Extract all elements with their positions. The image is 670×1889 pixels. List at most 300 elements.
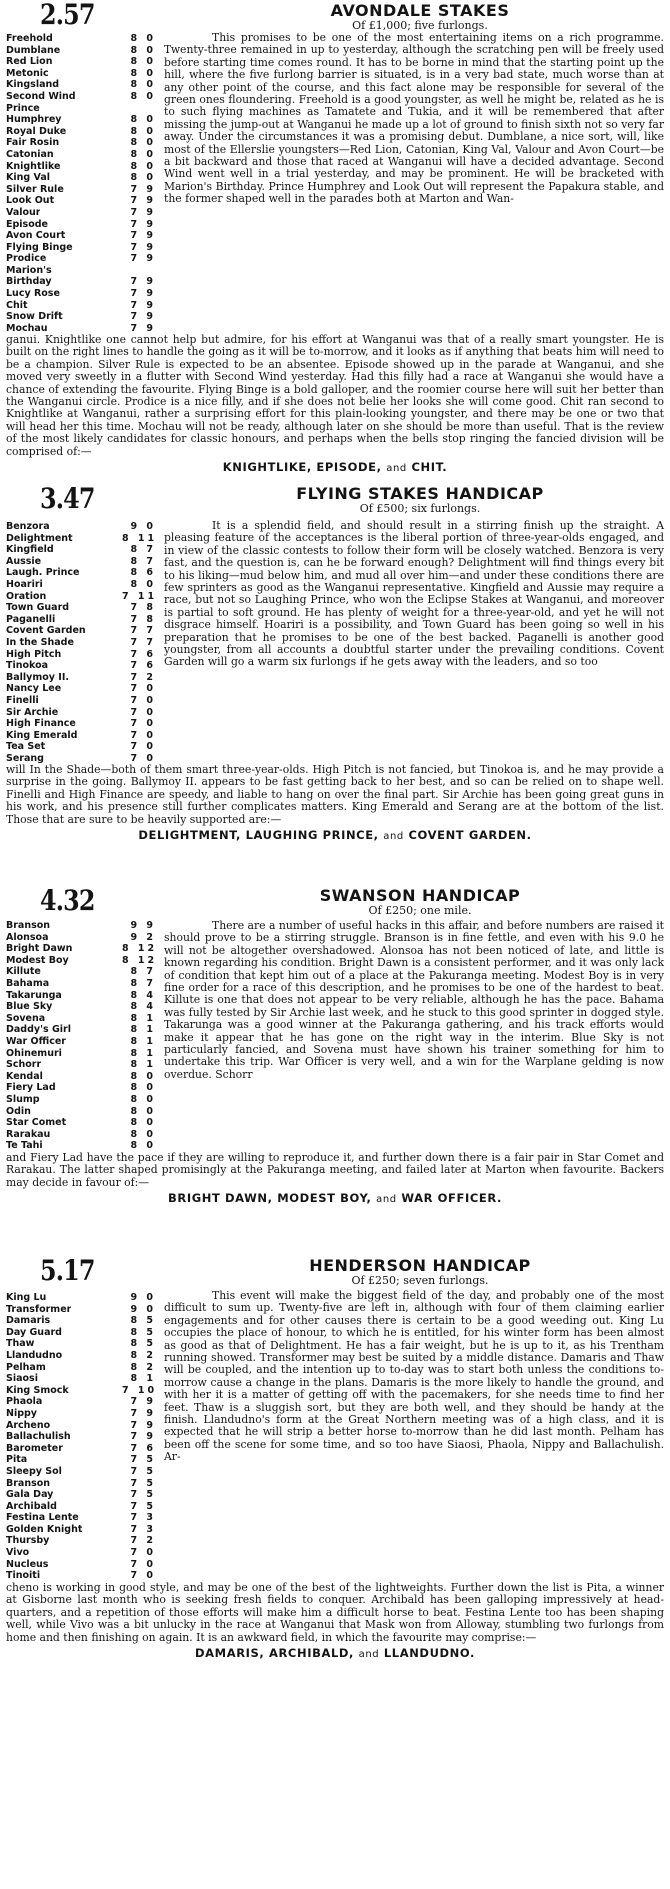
horse-name: Slump [6,1093,40,1105]
horse-weight: 7 9 [130,322,156,334]
horse-weight: 8 0 [130,90,156,102]
horse-entry [6,683,156,695]
horse-weight: 7 0 [130,706,156,718]
horse-weight: 8 0 [130,79,156,91]
horse-name: Avon Court [6,230,66,242]
horse-name: Silver Rule [6,183,64,195]
horse-weight: 7 6 [130,660,156,672]
horse-name: King Lu [6,1292,47,1303]
horse-entry [6,68,156,80]
race-title: HENDERSON HANDICAP [309,1256,531,1275]
horse-name: Bahama [6,977,50,989]
horse-name: War Officer [6,1035,66,1047]
horse-entry [6,1304,156,1316]
horse-weight: 8 11 [122,532,158,544]
horse-entry [6,1408,156,1420]
horse-name: Te Tahi [6,1140,43,1152]
horse-name: Ballymoy II. [6,671,69,683]
horse-weight: 7 5 [130,1465,156,1477]
horse-entry [6,1524,156,1536]
horse-entry [6,1478,156,1490]
race-selection [0,460,670,474]
horse-name: Daddy's Girl [6,1024,71,1036]
horse-entry [6,533,156,545]
horse-entry [6,265,156,277]
horse-name: Dumblane [6,44,61,56]
horse-weight: 7 9 [130,183,156,195]
horse-weight: 7 9 [130,1419,156,1431]
horse-name: Pelham [6,1361,46,1373]
race-title: AVONDALE STAKES [330,1,510,20]
race-subtitle: Of £500; six furlongs. [359,502,481,515]
race-commentary: This promises to be one of the most entertaining items on a rich programme. Twenty-three remained in up to yesterday, although the scratching pen will be freely used before starting time comes round. It has to be borne in mind that the starting point up the hill, where the five furlong barrier is situated, is in a very bad state, much worse than at any other point of the course, and this fact alone may be responsible for several of the green ones floundering. Freehold is a good youngster, as well he might be, related as he is to such flying machines as Tamatete and Tukia, and it will be remembered that after missing the jump-out at Wanganui he made up a lot of ground to finish sixth not so very far away. Under the circumstances it was a promising debut. Dumblane, a nice sort, will, like most of the Ellerslie youngsters—Red Lion, Catonian, King Val, Valour and Avon Court—be a bit backward and those that raced at Wanganui will have a decided advantage. Second Wind went well in a trial yesterday, and may be prominent. He will be bracketed with Marion's Birthday. Prince Humphrey and Look Out will represent the Papakura stable, and the former shaped well in the parades both at Marton and Wan- [164,31,664,206]
horse-entry [6,253,156,265]
horse-name: Prince [6,102,40,114]
horse-entry [6,602,156,614]
horse-entry [6,195,156,207]
horse-name: Killute [6,966,41,978]
horse-entry [6,1489,156,1501]
horse-entry [6,137,156,149]
horse-name: Schorr [6,1059,42,1071]
horse-entry [6,1512,156,1524]
horse-weight: 8 0 [130,578,156,590]
horse-entry [6,91,156,103]
horse-name: Birthday [6,276,52,288]
horse-weight: 7 3 [130,1523,156,1535]
horse-weight: 8 0 [130,1140,156,1152]
horse-entry [6,614,156,626]
horse-weight: 8 6 [130,567,156,579]
horse-entry [6,625,156,637]
horse-weight: 7 9 [130,288,156,300]
horse-entry [6,1082,156,1094]
horse-weight: 7 0 [130,729,156,741]
race-subtitle: Of £250; one mile. [368,904,472,917]
race-time: 3.47 [40,482,95,515]
horse-entry [6,300,156,312]
horse-entry [6,172,156,184]
horse-name: In the Shade [6,636,74,648]
horse-weight: 8 7 [130,966,156,978]
horse-entry [6,1420,156,1432]
horse-name: Valour [6,206,41,218]
horse-list [6,920,156,1152]
horse-name: Tinoiti [6,1570,41,1582]
horse-entry [6,556,156,568]
horse-weight: 7 7 [130,625,156,637]
horse-name: Ballachulish [6,1431,71,1443]
horse-entry [6,1535,156,1547]
selection-and: and [383,831,404,842]
horse-name: Snow Drift [6,311,63,323]
selection-picks: BRIGHT DAWN, MODEST BOY, [168,1191,372,1205]
horse-weight: 8 1 [130,1024,156,1036]
horse-entry [6,1396,156,1408]
race-commentary-continued: and Fiery Lad have the pace if they are willing to reproduce it, and further down there is a fair pair in Star Comet and Rarakau. The latter shaped promisingly at the Pakuranga meeting, and failed later at Marton when favourite. Backers may decide in favour of:— [6,1151,664,1189]
horse-entry [6,567,156,579]
race-section-swanson-handicap [0,884,670,1284]
horse-weight: 7 7 [130,636,156,648]
horse-entry [6,114,156,126]
horse-entry [6,521,156,533]
race-subtitle: Of £250; seven furlongs. [351,1274,489,1287]
horse-name: Phaola [6,1396,43,1408]
selection-last-pick: CHIT. [411,460,448,474]
horse-name: Archibald [6,1500,57,1512]
horse-weight: 7 2 [130,671,156,683]
horse-name: Paganelli [6,613,56,625]
horse-entry [6,1001,156,1013]
selection-picks: DAMARIS, ARCHIBALD, [195,1646,354,1660]
horse-entry [6,1373,156,1385]
horse-name: Thaw [6,1338,35,1350]
horse-name: Vivo [6,1547,30,1559]
horse-name: Finelli [6,694,39,706]
horse-name: Tinokoa [6,660,49,672]
horse-name: Modest Boy [6,954,69,966]
horse-name: Gala Day [6,1489,54,1501]
horse-weight: 7 8 [130,613,156,625]
horse-weight: 7 9 [130,299,156,311]
horse-weight: 8 1 [130,1047,156,1059]
horse-weight: 7 5 [130,1489,156,1501]
horse-name: Sir Archie [6,706,59,718]
horse-name: Odin [6,1105,31,1117]
horse-entry [6,672,156,684]
horse-entry [6,103,156,115]
horse-name: Oration [6,590,47,602]
selection-and: and [386,463,407,474]
horse-entry [6,1036,156,1048]
horse-entry [6,932,156,944]
horse-weight: 7 0 [130,694,156,706]
horse-name: High Finance [6,718,76,730]
horse-entry [6,242,156,254]
horse-weight: 8 5 [130,1315,156,1327]
horse-entry [6,1443,156,1455]
horse-weight: 7 9 [130,241,156,253]
horse-name: Hoariri [6,578,43,590]
horse-entry [6,943,156,955]
horse-entry [6,1013,156,1025]
horse-weight: 8 0 [130,1082,156,1094]
horse-weight: 8 12 [122,943,158,955]
horse-name: Day Guard [6,1326,62,1338]
horse-weight: 8 12 [122,954,158,966]
horse-entry [6,1292,156,1304]
horse-name: Second Wind [6,90,76,102]
horse-entry [6,1559,156,1571]
horse-weight: 7 0 [130,718,156,730]
horse-entry [6,741,156,753]
horse-name: Rarakau [6,1128,51,1140]
horse-name: Branson [6,920,51,931]
selection-last-pick: LLANDUDNO. [383,1646,475,1660]
horse-entry [6,1350,156,1362]
horse-entry [6,544,156,556]
horse-entry [6,1117,156,1129]
horse-entry [6,695,156,707]
horse-entry [6,966,156,978]
horse-name: Fiery Lad [6,1082,56,1094]
horse-weight: 9 2 [130,931,156,943]
horse-entry [6,660,156,672]
race-commentary-continued: ganui. Knightlike one cannot help but admire, for his effort at Wanganui was that of a really smart youngster. He is built on the right lines to handle the going as it will be to-morrow, and it looks as if anything that beats him will need to be a champion. Silver Rule is expected to be an absentee. Episode showed up in the parade at Wanganui, and she moved very sweetly in a flutter with Second Wind yesterday. Had this filly had a race at Wanganui she would have a chance of extending the favourite. Flying Binge is a bold galloper, and the roomier course here will suit her better than the Wanganui circle. Prodice is a nice filly, and if she does not belie her looks she will come good. Chit ran second to Knightlike at Wanganui, rather a surprising effort for this plain-looking youngster, and there may be one or two that will head her this time. Mochau will not be ready, although later on she should be more than useful. That is the review of the most likely candidates for classic honours, and perhaps when the bells stop ringing the fancied division will be comprised of:— [6,333,664,458]
selection-picks: DELIGHTMENT, LAUGHING PRINCE, [138,828,379,842]
horse-name: Thursby [6,1535,50,1547]
horse-weight: 7 9 [130,1407,156,1419]
horse-entry [6,1129,156,1141]
horse-weight: 7 9 [130,206,156,218]
horse-weight: 8 5 [130,1326,156,1338]
horse-weight: 7 11 [122,590,158,602]
horse-name: Archeno [6,1419,51,1431]
horse-weight: 8 7 [130,555,156,567]
horse-name: Freehold [6,33,53,44]
horse-entry [6,288,156,300]
horse-name: Kendal [6,1070,43,1082]
horse-entry [6,161,156,173]
race-commentary-continued: cheno is working in good style, and may be one of the best of the lightweights. Further down the list is Pita, a winner at Gisborne last month who is seeking fresh fields to conquer. Archibald has been galloping impressively at head-quarters, and a repetition of those efforts will make him a difficult horse to beat. Festina Lente too has been shaping well, while Vivo was a bit unlucky in the race at Wanganui that Mask won from Alloway, stumbling two furlongs from home and then finishing on again. It is an awkward field, in which the favourite may comprise:— [6,1581,664,1644]
horse-name: King Val [6,172,50,184]
horse-name: Sovena [6,1012,46,1024]
race-section-henderson-handicap [0,1246,670,1889]
horse-weight: 7 5 [130,1500,156,1512]
horse-weight: 8 4 [130,1001,156,1013]
horse-weight: 9 0 [130,1303,156,1315]
horse-entry [6,707,156,719]
horse-weight: 8 0 [130,148,156,160]
horse-entry [6,1094,156,1106]
selection-last-pick: WAR OFFICER. [401,1191,502,1205]
horse-name: Humphrey [6,114,62,126]
horse-entry [6,276,156,288]
horse-weight: 8 1 [130,1373,156,1385]
horse-weight: 9 0 [130,1292,156,1303]
horse-entry [6,311,156,323]
horse-weight: 7 9 [130,195,156,207]
horse-entry [6,1024,156,1036]
horse-entry [6,1338,156,1350]
horse-weight: 7 3 [130,1512,156,1524]
horse-weight: 8 5 [130,1338,156,1350]
selection-and: and [376,1194,397,1205]
horse-name: Marion's [6,264,52,276]
race-selection [0,828,670,842]
race-section-avondale-stakes [0,0,670,474]
horse-entry [6,1106,156,1118]
horse-weight: 7 0 [130,1558,156,1570]
horse-weight: 7 9 [130,311,156,323]
horse-entry [6,637,156,649]
horse-name: Sleepy Sol [6,1465,62,1477]
horse-name: Nucleus [6,1558,49,1570]
horse-entry [6,730,156,742]
horse-entry [6,79,156,91]
horse-entry [6,219,156,231]
horse-weight: 8 0 [130,160,156,172]
horse-entry [6,718,156,730]
horse-entry [6,1547,156,1559]
horse-name: Golden Knight [6,1523,83,1535]
race-commentary: It is a splendid field, and should result in a stirring finish up the straight. A pleasing feature of the acceptances is the liberal portion of three-year-olds engaged, and in view of the classic contests to follow their form will be closely watched. Benzora is very fast, and the question is, can he be forward enough? Delightment will find things every bit to his liking—mud below him, and mud all over him—and under these conditions there are few sprinters as good as the Wanganui representative. Kingfield and Aussie may require a race, but not so Laughing Prince, who won the Eclipse Stakes at Wanganui, and moreover is partial to soft ground. He has plenty of weight for a three-year-old, and yet he will not disgrace himself. Hoariri is a possibility, and Town Guard has been going so well in his preparation that he promises to be one of the best backed. Paganelli is another good youngster, from all accounts a doubtful starter under the prevailing conditions. Covent Garden will go a warm six furlongs if he gets away with the leaders, and so too [164,519,664,669]
horse-entry [6,230,156,242]
race-subtitle: Of £1,000; five furlongs. [352,19,488,32]
horse-name: Kingsland [6,79,60,91]
horse-name: Festina Lente [6,1512,79,1524]
horse-weight: 8 0 [130,33,156,44]
horse-weight: 7 6 [130,1442,156,1454]
horse-weight: 9 9 [130,920,156,931]
horse-name: Chit [6,299,28,311]
horse-weight: 8 1 [130,1012,156,1024]
horse-entry [6,1362,156,1374]
horse-name: Town Guard [6,602,70,614]
horse-name: Episode [6,218,48,230]
horse-name: Siaosi [6,1373,38,1385]
horse-weight: 8 1 [130,1059,156,1071]
horse-weight: 7 9 [130,218,156,230]
horse-name: Flying Binge [6,241,73,253]
race-selection [0,1191,670,1205]
selection-picks: KNIGHTLIKE, EPISODE, [222,460,382,474]
horse-name: Kingfield [6,544,54,556]
horse-entry [6,56,156,68]
horse-weight: 7 2 [130,1535,156,1547]
race-title: SWANSON HANDICAP [319,886,521,905]
horse-name: Blue Sky [6,1001,53,1013]
horse-weight: 7 9 [130,276,156,288]
horse-weight: 7 8 [130,602,156,614]
horse-name: Alonsoa [6,931,49,943]
horse-entry [6,45,156,57]
horse-entry [6,1385,156,1397]
horse-weight: 7 9 [130,253,156,265]
horse-weight: 8 2 [130,1349,156,1361]
horse-weight [122,265,156,277]
horse-entry [6,149,156,161]
horse-name: Fair Rosin [6,137,60,149]
horse-name: Star Comet [6,1117,67,1129]
horse-entry [6,33,156,45]
horse-weight: 8 2 [130,1361,156,1373]
horse-weight: 8 0 [130,56,156,68]
horse-weight: 9 0 [130,521,156,532]
horse-name: King Smock [6,1384,69,1396]
horse-weight: 8 7 [130,544,156,556]
horse-weight: 7 6 [130,648,156,660]
horse-weight: 8 0 [130,67,156,79]
horse-name: Serang [6,752,44,764]
horse-weight: 8 0 [130,1070,156,1082]
horse-weight: 8 0 [130,1105,156,1117]
horse-weight: 7 9 [130,1431,156,1443]
horse-name: Covent Garden [6,625,86,637]
horse-entry [6,920,156,932]
horse-weight: 8 0 [130,137,156,149]
horse-name: Delightment [6,532,73,544]
selection-and: and [358,1649,380,1660]
horse-entry [6,1454,156,1466]
horse-name: King Emerald [6,729,78,741]
horse-weight: 7 10 [122,1384,158,1396]
horse-entry [6,1431,156,1443]
horse-name: Red Lion [6,56,53,68]
horse-name: Ohinemuri [6,1047,62,1059]
horse-list [6,33,156,334]
horse-name: Nippy [6,1407,38,1419]
horse-name: Tea Set [6,741,46,753]
horse-weight [122,103,156,115]
horse-entry [6,1327,156,1339]
horse-entry [6,649,156,661]
horse-weight: 7 5 [130,1454,156,1466]
horse-weight: 8 0 [130,172,156,184]
horse-entry [6,1466,156,1478]
horse-name: Branson [6,1477,51,1489]
horse-weight: 8 4 [130,989,156,1001]
horse-name: Damaris [6,1315,51,1327]
horse-entry [6,126,156,138]
horse-weight: 8 0 [130,1128,156,1140]
horse-entry [6,1059,156,1071]
race-time: 4.32 [40,884,95,917]
horse-weight: 7 0 [130,683,156,695]
race-commentary-continued: will In the Shade—both of them smart three-year-olds. High Pitch is not fancied, but Tinokoa is, and he may provide a surprise in the going. Ballymoy II. appears to be fast getting back to her best, and so can be relied on to shape well. Finelli and High Finance are speedy, and liable to hang on over the final part. Sir Archie has been going great guns in his work, and his presence still further complicates matters. King Emerald and Serang are at the bottom of the list. Those that are sure to be heavily supported are:— [6,763,664,826]
horse-entry [6,207,156,219]
horse-weight: 7 0 [130,752,156,764]
horse-name: Knightlike [6,160,61,172]
horse-weight: 8 0 [130,1117,156,1129]
race-selection [0,1646,670,1660]
horse-name: Laugh. Prince [6,567,80,579]
horse-weight: 8 0 [130,114,156,126]
race-time: 5.17 [40,1254,95,1287]
horse-name: Catonian [6,148,54,160]
horse-name: Prodice [6,253,47,265]
race-title: FLYING STAKES HANDICAP [296,484,544,503]
horse-entry [6,990,156,1002]
horse-weight: 7 9 [130,1396,156,1408]
race-commentary: This event will make the biggest field of the day, and probably one of the most difficult to sum up. Twenty-five are left in, although with four of them claiming earlier engagements and for other causes there is certain to be a good weeding out. King Lu occupies the place of honour, to which he is entitled, for his winter form has been almost as good as that of Delightment. He has a fair weight, but he is up to it, as his Trentham running showed. Transformer may best be suited by a middle distance. Damaris and Thaw will be coupled, and the intention up to to-day was to start both unless the conditions to-morrow cause a change in the plans. Damaris is the more likely to handle the ground, and with her it is a matter of getting off with the pacemakers, for she needs time to find her feet. Thaw is a sluggish sort, but they are both well, and they should be handy at the finish. Llandudno's form at the Great Northern meeting was of a high class, and it is expected that he will strip a better horse to-morrow than he did last month. Pelham has been off the scene for some time, and so too have Siaosi, Phaola, Nippy and Ballachulish. Ar- [164,1289,664,1464]
horse-name: Aussie [6,555,42,567]
horse-weight: 8 0 [130,44,156,56]
horse-list [6,1292,156,1582]
horse-list [6,521,156,764]
horse-entry [6,184,156,196]
horse-name: Look Out [6,195,55,207]
horse-weight: 8 1 [130,1035,156,1047]
horse-entry [6,955,156,967]
horse-name: Llandudno [6,1349,63,1361]
horse-entry [6,1501,156,1513]
horse-name: Transformer [6,1303,72,1315]
horse-entry [6,978,156,990]
horse-entry [6,1071,156,1083]
horse-weight: 8 0 [130,1093,156,1105]
race-commentary: There are a number of useful hacks in this affair, and before numbers are raised it should prove to be a stirring struggle. Branson is in fine fettle, and even with his 9.0 he will not be altogether overshadowed. Alonsoa has not been noticed of late, and little is known regarding his condition. Bright Dawn is a consistent performer, and it was only lack of condition that kept him out of a place at the Pakuranga meeting. Modest Boy is in very fine order for a race of this description, and he promises to be one of the hardest to beat. Killute is one that does not appear to be very reliable, although he has the pace. Bahama was fully tested by Sir Archie last week, and he stuck to this good sprinter in dogged style. Takarunga was a good winner at the Pakuranga gathering, and his track efforts would make it appear that he has gone on the right way in the interim. Blue Sky is not particularly fancied, and Sovena must have shown his trainer something for him to undertake this trip. War Officer is very well, and a win for the Warplane gelding is now overdue. Schorr [164,919,664,1081]
horse-name: Nancy Lee [6,683,62,695]
horse-name: Barometer [6,1442,63,1454]
horse-name: Lucy Rose [6,288,60,300]
horse-weight: 7 0 [130,1547,156,1559]
horse-name: Pita [6,1454,28,1466]
horse-entry [6,1048,156,1060]
horse-name: Mochau [6,322,48,334]
horse-name: Benzora [6,521,50,532]
horse-weight: 7 9 [130,230,156,242]
